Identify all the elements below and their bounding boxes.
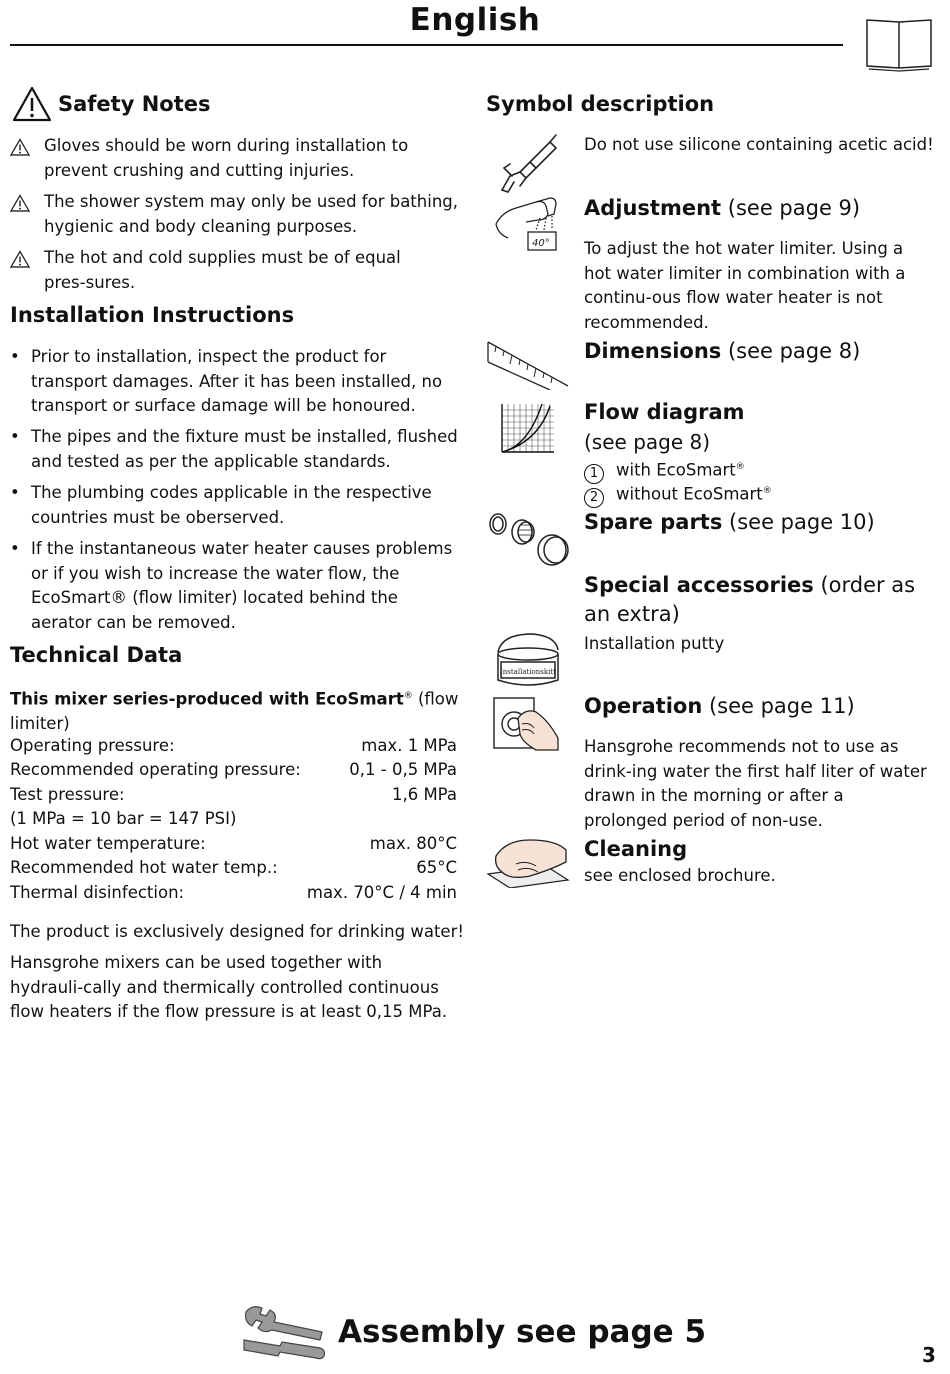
operation-title-text: Operation — [584, 694, 703, 718]
special-accessories-title — [584, 571, 929, 629]
number-badge: 2 — [584, 488, 604, 508]
flow-heater-note: Hansgrohe mixers can be used together with hydrauli-cally and thermically controlled continuous flow heaters if the flow pressure is at least 0,15 MPa. — [10, 953, 448, 1021]
flow-option-2 — [584, 479, 772, 508]
tech-value: 65°C — [416, 858, 457, 877]
book-icon — [865, 16, 933, 72]
safety-note — [10, 190, 470, 239]
warning-small-icon — [10, 250, 30, 268]
safety-note-text: Gloves should be worn during installation to prevent crushing and cutting injuries. — [44, 136, 409, 180]
safety-note-text: The hot and cold supplies must be of equal pres-sures. — [44, 248, 401, 292]
tech-value: 0,1 - 0,5 MPa — [349, 760, 457, 779]
spare-parts-ref: (see page 10) — [722, 510, 875, 534]
list-item-text: The pipes and the fixture must be installed, flushed and tested as per the applicable standards. — [31, 427, 458, 471]
technical-heading: Technical Data — [10, 643, 183, 667]
tech-row — [10, 734, 457, 758]
list-item: • The plumbing codes applicable in the respective countries must be oberserved. — [10, 481, 460, 530]
tech-row — [10, 881, 457, 905]
putty-can-icon — [492, 632, 562, 690]
flow-diagram-icon — [498, 402, 556, 458]
tech-value: max. 80°C — [369, 834, 457, 853]
tech-value: max. 70°C / 4 min — [306, 883, 457, 902]
tech-row — [10, 807, 457, 831]
list-item-text: If the instantaneous water heater causes problems or if you wish to increase the water flow, the EcoSmart® (flow limiter) located behind the aerator can be removed. — [31, 539, 453, 632]
silicone-gun-icon — [490, 132, 560, 194]
list-item: • Prior to installation, inspect the product for transport damages. After it has been installed, no transport or surface damage will be honoured. — [10, 345, 460, 419]
tech-row — [10, 758, 457, 782]
silicone-note: Do not use silicone containing acetic acid! — [584, 135, 934, 154]
tech-label: Recommended hot water temp.: — [10, 858, 278, 877]
special-accessories-text: Installation putty — [584, 634, 725, 653]
safety-heading: Safety Notes — [58, 92, 211, 116]
tech-row — [10, 856, 457, 880]
special-accessories-title-text: Special accessories — [584, 573, 814, 597]
spare-parts-title-text: Spare parts — [584, 510, 723, 534]
assembly-reference: Assembly see page 5 — [338, 1314, 707, 1350]
special-accessories-ref: (order as an extra) — [584, 573, 916, 626]
operation-ref: (see page 11) — [702, 694, 855, 718]
adjustment-title-text: Adjustment — [584, 196, 722, 220]
flow-option-1-text: with EcoSmart — [616, 460, 736, 480]
flow-title: Flow diagram — [584, 400, 745, 424]
series-rest: (flow limiter) — [10, 689, 459, 733]
page-title: English — [409, 2, 541, 38]
tools-icon — [240, 1302, 328, 1360]
list-item-text: Prior to installation, inspect the product for transport damages. After it has been installed, no transport or surface damage will be honoured. — [31, 347, 443, 415]
tech-label: Recommended operating pressure: — [10, 760, 301, 779]
flow-ref: (see page 8) — [584, 430, 711, 454]
registered-mark: ® — [762, 486, 772, 496]
installation-heading: Installation Instructions — [10, 303, 295, 327]
warning-small-icon — [10, 194, 30, 212]
tech-label: Test pressure: — [10, 785, 125, 804]
series-note — [10, 684, 468, 737]
adjustment-text: To adjust the hot water limiter. Using a hot water limiter in combination with a continu-ous flow water heater is not recommended. — [584, 239, 906, 332]
cleaning-title: Cleaning — [584, 837, 688, 861]
putty-can-label: Installationskitt — [500, 668, 556, 676]
registered-mark: ® — [735, 462, 745, 472]
safety-note-text: The shower system may only be used for bathing, hygienic and body cleaning purposes. — [44, 192, 458, 236]
safety-note — [10, 134, 470, 183]
spare-parts-icon — [486, 508, 572, 568]
dimensions-title — [584, 339, 860, 363]
registered-mark: ® — [403, 691, 413, 701]
list-item: • The pipes and the fixture must be installed, flushed and tested as per the applicable standards. — [10, 425, 460, 474]
tech-label: (1 MPa = 10 bar = 147 PSI) — [10, 809, 237, 828]
page-number: 3 — [922, 1343, 936, 1367]
series-bold: This mixer series-produced with EcoSmart — [10, 689, 404, 709]
drinking-water-note: The product is exclusively designed for drinking water! — [10, 922, 464, 941]
number-badge: 1 — [584, 464, 604, 484]
warning-small-icon — [10, 138, 30, 156]
tech-row — [10, 832, 457, 856]
spare-parts-title — [584, 510, 875, 534]
operation-hand-icon — [492, 694, 562, 752]
warning-icon — [12, 86, 52, 122]
temperature-display: 40° — [532, 238, 550, 249]
tech-value: 1,6 MPa — [391, 785, 457, 804]
list-item-text: The plumbing codes applicable in the respective countries must be oberserved. — [31, 483, 432, 527]
adjustment-ref: (see page 9) — [721, 196, 861, 220]
flow-option-2-text: without EcoSmart — [616, 484, 763, 504]
tech-label: Operating pressure: — [10, 736, 175, 755]
adjustment-title — [584, 196, 860, 220]
tech-value: max. 1 MPa — [361, 736, 457, 755]
operation-text: Hansgrohe recommends not to use as drink-ing water the first half liter of water drawn in the morning or after a prolonged period of non-use. — [584, 737, 927, 830]
cleaning-text: see enclosed brochure. — [584, 866, 776, 885]
tech-row — [10, 783, 457, 807]
safety-note — [10, 246, 440, 295]
cleaning-hand-icon — [486, 836, 570, 888]
list-item: • If the instantaneous water heater causes problems or if you wish to increase the water flow, the EcoSmart® (flow limiter) located behind the aerator can be removed. — [10, 537, 460, 635]
tech-label: Hot water temperature: — [10, 834, 206, 853]
tech-label: Thermal disinfection: — [10, 883, 185, 902]
dimensions-ref: (see page 8) — [721, 339, 861, 363]
symbol-heading: Symbol description — [486, 92, 715, 116]
operation-title — [584, 694, 855, 718]
ruler-icon — [486, 340, 570, 390]
title-rule — [10, 44, 843, 46]
hand-adjust-icon — [492, 194, 562, 254]
dimensions-title-text: Dimensions — [584, 339, 722, 363]
